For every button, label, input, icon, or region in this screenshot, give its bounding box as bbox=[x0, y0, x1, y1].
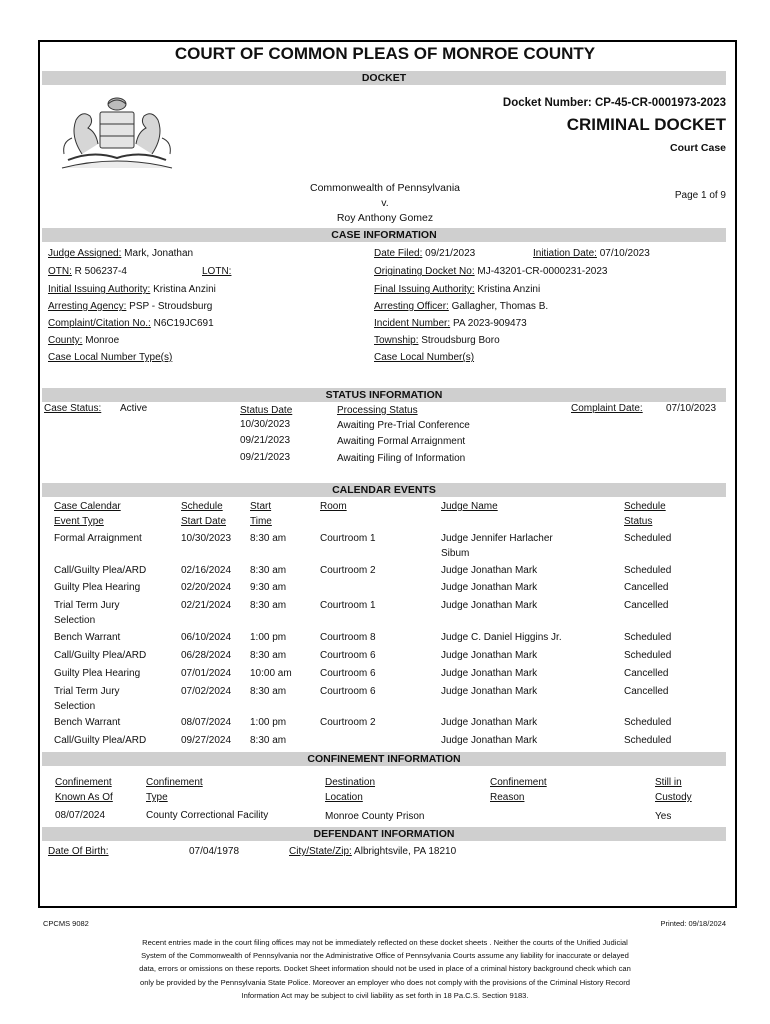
calendar-cell-time: 9:30 am bbox=[250, 582, 287, 593]
calendar-cell-date: 08/07/2024 bbox=[181, 717, 232, 728]
calendar-cell-judge: Judge Jonathan Mark bbox=[441, 582, 538, 593]
calendar-cell-judge: Judge Jonathan Mark bbox=[441, 686, 538, 697]
conf-header-type bbox=[146, 775, 203, 805]
calendar-cell-event: Call/Guilty Plea/ARD bbox=[54, 565, 147, 576]
calendar-cell-date: 06/28/2024 bbox=[181, 650, 232, 661]
conf-header-known-l2: Known As Of bbox=[55, 792, 113, 803]
county-value: Monroe bbox=[85, 335, 120, 346]
conf-header-type-l1: Confinement bbox=[146, 777, 203, 788]
conf-header-reason bbox=[490, 775, 547, 805]
calendar-cell-event2: Selection bbox=[54, 615, 96, 626]
township-value: Stroudsburg Boro bbox=[421, 335, 500, 346]
calendar-cell-date: 02/16/2024 bbox=[181, 565, 232, 576]
calendar-cell-event: Call/Guilty Plea/ARD bbox=[54, 735, 147, 746]
status-text: Awaiting Formal Arraignment bbox=[337, 436, 466, 447]
calendar-cell-date: 02/21/2024 bbox=[181, 600, 232, 611]
court-case-label: Court Case bbox=[669, 142, 726, 154]
calendar-cell-event: Formal Arraignment bbox=[54, 533, 142, 544]
cal-header-status-l1: Schedule bbox=[624, 501, 666, 512]
calendar-cell-judge: Judge Jennifer Harlacher bbox=[441, 533, 553, 544]
calendar-cell-status: Scheduled bbox=[624, 533, 672, 544]
cal-header-start-l1: Start bbox=[250, 501, 272, 512]
calendar-cell-date: 07/01/2024 bbox=[181, 668, 232, 679]
disclaimer-line: only be provided by the Pennsylvania State Police. Moreover an employer who does not comply with the provisions of the Criminal History Record bbox=[139, 977, 631, 987]
initiation-label: Initiation Date: bbox=[533, 248, 597, 259]
conf-header-reason-l1: Confinement bbox=[490, 777, 547, 788]
conf-custody: Yes bbox=[655, 811, 672, 822]
status-text: Awaiting Pre-Trial Conference bbox=[337, 420, 470, 431]
calendar-cell-judge: Judge Jonathan Mark bbox=[441, 650, 538, 661]
otn-value: R 506237-4 bbox=[74, 266, 127, 277]
incident-value: PA 2023-909473 bbox=[452, 318, 527, 329]
local-type-label: Case Local Number Type(s) bbox=[48, 352, 173, 363]
disclaimer-line: System of the Commonwealth of Pennsylvania nor the Administrative Office of Pennsylvania Courts assume any liability for inaccurate or delayed bbox=[141, 951, 629, 961]
calendar-cell-room: Courtroom 6 bbox=[320, 668, 376, 679]
calendar-cell-room: Courtroom 2 bbox=[320, 717, 376, 728]
calendar-cell-judge: Judge Jonathan Mark bbox=[441, 717, 538, 728]
final-auth-value: Kristina Anzini bbox=[477, 284, 541, 295]
calendar-cell-event: Bench Warrant bbox=[54, 717, 121, 728]
complaint-value: N6C19JC691 bbox=[153, 318, 214, 329]
form-id: CPCMS 9082 bbox=[43, 919, 89, 928]
calendar-cell-event: Trial Term Jury bbox=[54, 600, 120, 611]
calendar-cell-time: 1:00 pm bbox=[250, 717, 287, 728]
township-label: Township: bbox=[374, 335, 419, 346]
orig-docket-label: Originating Docket No: bbox=[374, 266, 475, 277]
initial-auth-value: Kristina Anzini bbox=[153, 284, 216, 295]
calendar-cell-room: Courtroom 6 bbox=[320, 686, 376, 697]
status-date: 10/30/2023 bbox=[240, 419, 291, 430]
dob-value: 07/04/1978 bbox=[189, 846, 240, 857]
conf-known-as-of: 08/07/2024 bbox=[55, 810, 106, 821]
calendar-cell-status: Scheduled bbox=[624, 717, 672, 728]
conf-header-custody-l1: Still in bbox=[655, 777, 682, 788]
status-date: 09/21/2023 bbox=[240, 435, 291, 446]
calendar-cell-date: 09/27/2024 bbox=[181, 735, 232, 746]
calendar-cell-event: Guilty Plea Hearing bbox=[54, 582, 141, 593]
lotn-label: LOTN: bbox=[202, 266, 232, 277]
orig-docket-row bbox=[374, 266, 607, 278]
cal-header-event bbox=[54, 499, 121, 529]
initial-auth-row bbox=[48, 284, 216, 296]
conf-header-known-l1: Confinement bbox=[55, 777, 112, 788]
disclaimer-line: data, errors or omissions on these reports. Docket Sheet information should not be used in place of a criminal history background check which can bbox=[139, 964, 631, 974]
cal-header-start bbox=[250, 499, 272, 529]
calendar-cell-time: 8:30 am bbox=[250, 735, 287, 746]
initiation-row bbox=[533, 248, 650, 260]
arresting-officer-label: Arresting Officer: bbox=[374, 301, 449, 312]
complaint-row bbox=[48, 318, 214, 330]
status-text: Awaiting Filing of Information bbox=[337, 453, 466, 464]
calendar-cell-time: 8:30 am bbox=[250, 650, 287, 661]
county-row bbox=[48, 335, 119, 347]
calendar-cell-event: Bench Warrant bbox=[54, 632, 121, 643]
calendar-cell-judge: Judge Jonathan Mark bbox=[441, 565, 538, 576]
calendar-cell-status: Cancelled bbox=[624, 668, 669, 679]
cal-header-event-l1: Case Calendar bbox=[54, 501, 121, 512]
calendar-cell-event: Call/Guilty Plea/ARD bbox=[54, 650, 147, 661]
caption-line1: Commonwealth of Pennsylvania bbox=[310, 182, 460, 194]
calendar-cell-status: Cancelled bbox=[624, 582, 669, 593]
date-filed-label: Date Filed: bbox=[374, 248, 423, 259]
disclaimer bbox=[80, 936, 690, 1002]
calendar-cell-judge: Judge Jonathan Mark bbox=[441, 600, 538, 611]
date-filed-value: 09/21/2023 bbox=[425, 248, 476, 259]
docket-type: CRIMINAL DOCKET bbox=[566, 115, 726, 134]
case-status-label: Case Status: bbox=[44, 403, 102, 414]
conf-header-dest-l1: Destination bbox=[325, 777, 376, 788]
cal-header-schedule-l1: Schedule bbox=[181, 501, 223, 512]
caption-line3: Roy Anthony Gomez bbox=[336, 212, 434, 224]
calendar-cell-room: Courtroom 1 bbox=[320, 600, 376, 611]
cal-header-status-l2: Status bbox=[624, 516, 653, 527]
status-date-header: Status Date bbox=[240, 405, 293, 416]
case-status-value: Active bbox=[120, 403, 148, 414]
calendar-cell-date: 10/30/2023 bbox=[181, 533, 232, 544]
calendar-cell-status: Scheduled bbox=[624, 632, 672, 643]
status-info-bar: STATUS INFORMATION bbox=[42, 388, 726, 402]
arresting-agency-row bbox=[48, 301, 212, 313]
docket-number: Docket Number: CP-45-CR-0001973-2023 bbox=[502, 97, 726, 109]
local-number-label: Case Local Number(s) bbox=[374, 352, 475, 363]
initial-auth-label: Initial Issuing Authority: bbox=[48, 284, 151, 295]
city-value: Albrightsvile, PA 18210 bbox=[354, 846, 457, 857]
calendar-cell-status: Cancelled bbox=[624, 600, 669, 611]
calendar-cell-event: Guilty Plea Hearing bbox=[54, 668, 141, 679]
disclaimer-line: Recent entries made in the court filing offices may not be immediately reflected on these docket sheets . Neither the courts of the Unified Judicial bbox=[142, 938, 628, 947]
caption-line2: v. bbox=[381, 197, 389, 209]
conf-header-dest bbox=[325, 775, 375, 805]
incident-row bbox=[374, 318, 527, 330]
calendar-cell-room: Courtroom 6 bbox=[320, 650, 376, 661]
conf-header-custody-l2: Custody bbox=[655, 792, 692, 803]
complaint-label: Complaint/Citation No.: bbox=[48, 318, 151, 329]
calendar-cell-judge2: Sibum bbox=[441, 548, 470, 559]
calendar-cell-judge: Judge Jonathan Mark bbox=[441, 668, 538, 679]
seal-icon bbox=[48, 94, 186, 176]
printed-date: Printed: 09/18/2024 bbox=[660, 919, 726, 928]
arresting-officer-row bbox=[374, 301, 548, 313]
cal-header-event-l2: Event Type bbox=[54, 516, 104, 527]
conf-header-known bbox=[55, 775, 113, 805]
judge-label: Judge Assigned: bbox=[48, 248, 122, 259]
cal-header-schedule-l2: Start Date bbox=[181, 516, 227, 527]
arresting-agency-value: PSP - Stroudsburg bbox=[129, 301, 213, 312]
confinement-bar: CONFINEMENT INFORMATION bbox=[42, 752, 726, 766]
calendar-cell-status: Scheduled bbox=[624, 650, 672, 661]
calendar-cell-room: Courtroom 2 bbox=[320, 565, 376, 576]
calendar-bar: CALENDAR EVENTS bbox=[42, 483, 726, 497]
arresting-officer-value: Gallagher, Thomas B. bbox=[451, 301, 549, 312]
calendar-cell-status: Scheduled bbox=[624, 735, 672, 746]
calendar-cell-judge: Judge Jonathan Mark bbox=[441, 735, 538, 746]
calendar-cell-room: Courtroom 8 bbox=[320, 632, 376, 643]
township-row bbox=[374, 335, 500, 347]
calendar-cell-status: Scheduled bbox=[624, 565, 672, 576]
calendar-cell-time: 10:00 am bbox=[250, 668, 292, 679]
cal-header-judge: Judge Name bbox=[441, 501, 498, 512]
calendar-cell-date: 07/02/2024 bbox=[181, 686, 232, 697]
cal-header-status bbox=[624, 499, 666, 529]
calendar-cell-judge: Judge C. Daniel Higgins Jr. bbox=[441, 632, 562, 643]
incident-label: Incident Number: bbox=[374, 318, 451, 329]
conf-header-reason-l2: Reason bbox=[490, 792, 525, 803]
calendar-cell-time: 8:30 am bbox=[250, 686, 287, 697]
conf-type: County Correctional Facility bbox=[146, 810, 269, 821]
orig-docket-value: MJ-43201-CR-0000231-2023 bbox=[477, 266, 608, 277]
defendant-bar: DEFENDANT INFORMATION bbox=[42, 827, 726, 841]
cal-header-schedule bbox=[181, 499, 226, 529]
date-filed-row bbox=[374, 248, 475, 260]
conf-header-custody bbox=[655, 775, 692, 805]
judge-row bbox=[48, 248, 193, 260]
conf-header-type-l2: Type bbox=[146, 792, 168, 803]
page-number: Page 1 of 9 bbox=[674, 190, 726, 201]
dob-label: Date Of Birth: bbox=[48, 846, 109, 857]
calendar-cell-time: 8:30 am bbox=[250, 600, 287, 611]
complaint-date-value: 07/10/2023 bbox=[666, 403, 717, 414]
calendar-cell-date: 02/20/2024 bbox=[181, 582, 232, 593]
docket-bar: DOCKET bbox=[42, 71, 726, 85]
city-label: City/State/Zip: bbox=[289, 846, 352, 857]
final-auth-label: Final Issuing Authority: bbox=[374, 284, 475, 295]
calendar-cell-event2: Selection bbox=[54, 701, 96, 712]
cal-header-room: Room bbox=[320, 501, 347, 512]
conf-header-dest-l2: Location bbox=[325, 792, 363, 803]
otn-label: OTN: bbox=[48, 266, 72, 277]
judge-value: Mark, Jonathan bbox=[124, 248, 194, 259]
case-info-bar: CASE INFORMATION bbox=[42, 228, 726, 242]
calendar-cell-event: Trial Term Jury bbox=[54, 686, 120, 697]
county-label: County: bbox=[48, 335, 83, 346]
arresting-agency-label: Arresting Agency: bbox=[48, 301, 127, 312]
otn-row bbox=[48, 266, 127, 278]
initiation-value: 07/10/2023 bbox=[599, 248, 650, 259]
disclaimer-line: Information Act may be subject to civil liability as set forth in 18 Pa.C.S. Section 9183. bbox=[241, 990, 529, 1000]
processing-status-header: Processing Status bbox=[337, 405, 418, 416]
calendar-cell-room: Courtroom 1 bbox=[320, 533, 376, 544]
conf-location: Monroe County Prison bbox=[325, 811, 425, 822]
court-title: COURT OF COMMON PLEAS OF MONROE COUNTY bbox=[174, 44, 596, 63]
city-row bbox=[289, 846, 456, 858]
calendar-cell-time: 1:00 pm bbox=[250, 632, 287, 643]
calendar-cell-time: 8:30 am bbox=[250, 565, 287, 576]
complaint-date-label: Complaint Date: bbox=[571, 403, 643, 414]
calendar-cell-status: Cancelled bbox=[624, 686, 669, 697]
calendar-cell-time: 8:30 am bbox=[250, 533, 287, 544]
final-auth-row bbox=[374, 284, 540, 296]
calendar-cell-date: 06/10/2024 bbox=[181, 632, 232, 643]
cal-header-start-l2: Time bbox=[250, 516, 272, 527]
status-date: 09/21/2023 bbox=[240, 452, 291, 463]
